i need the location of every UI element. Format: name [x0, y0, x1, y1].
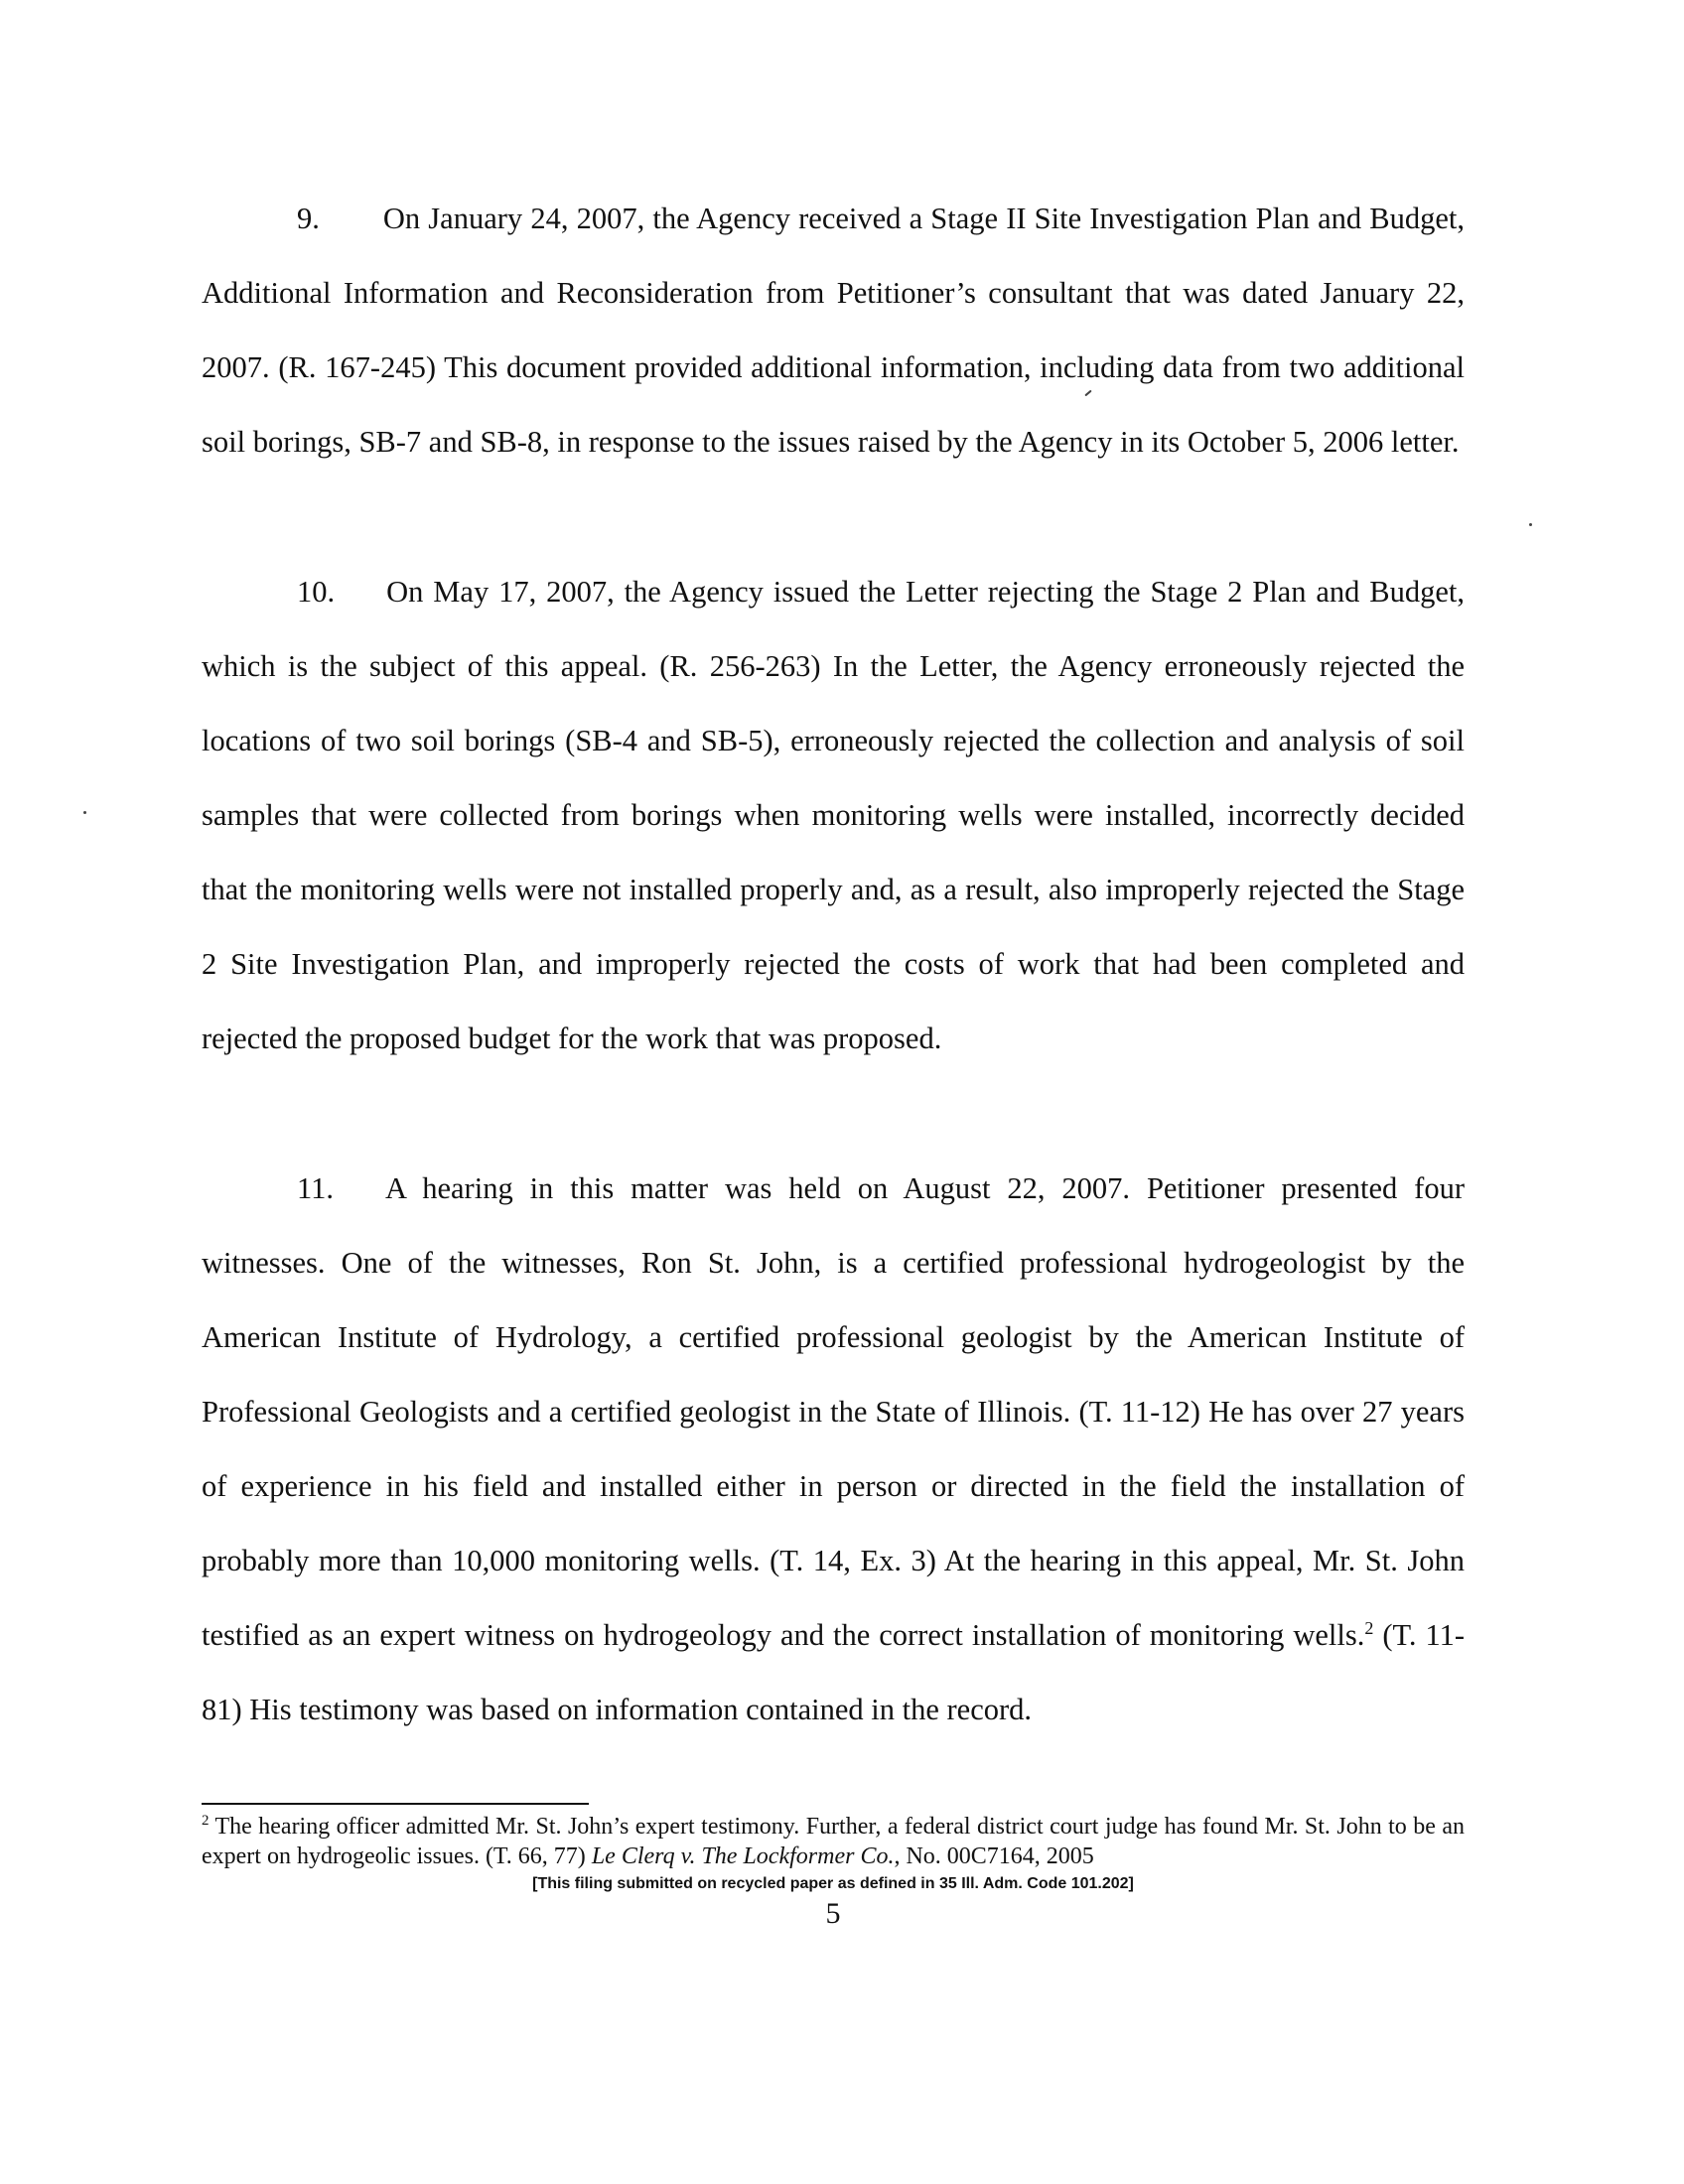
paragraph-number: 11. [297, 1171, 334, 1205]
paragraph-9 [202, 182, 1465, 479]
case-citation: Le Clerq v. The Lockformer Co. [591, 1843, 895, 1869]
footnote-text-continued: , No. 00C7164, 2005 [894, 1843, 1094, 1869]
footnote-text: The hearing officer admitted Mr. St. John’s expert testimony. Further, a federal district court judge has found Mr. St. John to be an expert on hydrogeolic issues. (T. 66, 77) [202, 1814, 1465, 1869]
paragraph-number: 10. [297, 575, 336, 609]
page-number: 5 [825, 1897, 841, 1930]
filing-note: [This filing submitted on recycled paper as defined in 35 Ill. Adm. Code 101.202] [532, 1875, 1134, 1892]
scan-speck [83, 811, 86, 814]
paragraph-text: On May 17, 2007, the Agency issued the Letter rejecting the Stage 2 Plan and Budget, which is the subject of this appeal. (R. 256-263) In the Letter, the Agency erroneously rejected the locations of two soil borings (SB-4 and SB-5), erroneously rejected the collection and analysis of soil samples that were collected from borings when monitoring wells were installed, incorrectly decided that the monitoring wells were not installed properly and, as a result, also improperly rejected the Stage 2 Site Investigation Plan, and improperly rejected the costs of work that had been completed and rejected the proposed budget for the work that was proposed. [202, 575, 1465, 1055]
paragraph-text: A hearing in this matter was held on August 22, 2007. Petitioner presented four witnesses. One of the witnesses, Ron St. John, is a certified professional hydrogeologist by the American Institute of Hydrology, a certified professional geologist by the American Institute of Professional Geologists and a certified geologist in the State of Illinois. (T. 11-12) He has over 27 years of experience in his field and installed either in person or directed in the field the installation of probably more than 10,000 monitoring wells. (T. 14, Ex. 3) At the hearing in this appeal, Mr. St. John testified as an expert witness on hydrogeology and the correct installation of monitoring wells. [202, 1171, 1465, 1652]
paragraph-text: On January 24, 2007, the Agency received a Stage II Site Investigation Plan and Budget, Additional Information and Reconsideration from Petitioner’s consultant that was dated January 22, 2007. (R. 167-245) This document provided additional information, including data from two additional soil borings, SB-7 and SB-8, in response to the issues raised by the Agency in its October 5, 2006 letter. [202, 202, 1465, 459]
footnote-reference[interactable]: 2 [1364, 1617, 1374, 1638]
footnote-separator [202, 1803, 589, 1805]
paragraph-number: 9. [297, 202, 320, 235]
scan-speck [1529, 523, 1532, 526]
paragraph-11 [202, 1152, 1465, 1747]
footnote-2 [202, 1812, 1465, 1871]
footnote-marker: 2 [202, 1813, 210, 1829]
paragraph-10 [202, 555, 1465, 1076]
paragraph-text-continued: (T. 11-81) His testimony was based on information contained in the record. [202, 1618, 1465, 1726]
